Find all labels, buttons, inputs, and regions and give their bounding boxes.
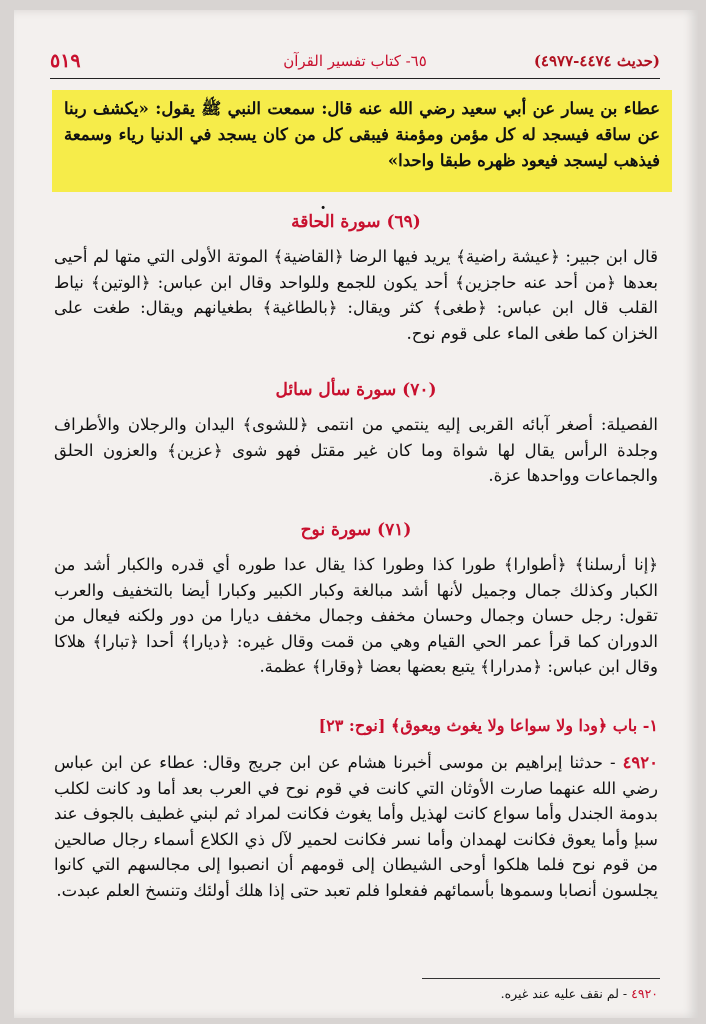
book-title: ٦٥- كتاب تفسير القرآن: [283, 52, 427, 70]
footnote-text: - لم نقف عليه عند غيره.: [500, 986, 628, 1001]
highlighted-hadith: [52, 90, 672, 192]
hadith-range: (حديث ٤٤٧٤-٤٩٧٧): [533, 52, 660, 70]
highlighted-hadith-tail: .: [320, 194, 326, 213]
hadith-4920: ٤٩٢٠ - حدثنا إبراهيم بن موسى أخبرنا هشام عن ابن جريج وقال: عطاء عن ابن عباس رضي الله عنهما صارت الأوثان التي كانت في قوم نوح في العرب بعد أما ود كانت لكلب بدومة الجندل وأما سواع كانت لهذيل وأما يغوث فكانت لمراد ثم لبني غطيف بالجوف عند سبإ وأما يعوق فكانت لهمدان وأما نسر فكانت لحمير لآل ذي الكلاع أسماء رجال صالحين من قوم نوح فلما هلكوا أوحى الشيطان إلى قومهم أن انصبوا إلى مجالسهم التي كانوا يجلسون أنصابا وسموها بأسمائهم ففعلوا فلم تعبد حتى إذا هلك أولئك وتنسخ العلم عبدت.: [54, 753, 659, 900]
hadith-text: حدثنا إبراهيم بن موسى أخبرنا هشام عن ابن جريج وقال: عطاء عن ابن عباس رضي الله عنهما صارت الأوثان التي كانت في قوم نوح في العرب بعد أما ود كانت لكلب بدومة الجندل وأما سواع كانت لهذيل وأما يغوث فكانت لمراد ثم لبني غطيف بالجوف عند سبإ وأما يعوق فكانت لهمدان وأما نسر فكانت لحمير لآل ذي الكلاع أسماء رجال صالحين من قوم نوح فلما هلكوا أوحى الشيطان إلى قومهم أن انصبوا إلى مجالسهم التي كانوا يجلسون أنصابا وسموها بأسمائهم ففعلوا فلم تعبد حتى إذا هلك أولئك وتنسخ العلم عبدت.: [54, 753, 658, 900]
footnote: [54, 986, 658, 1001]
surah-al-haqqah-text: قال ابن جبير: ﴿عيشة راضية﴾ يريد فيها الرضا ﴿القاضية﴾ الموتة الأولى التي متها لم أحيى بعدها ﴿من أحد عنه حاجزين﴾ أحد يكون للجمع وللواحد وقال ابن عباس: ﴿الوتين﴾ نياط القلب قال ابن عباس: ﴿طغى﴾ كثر ويقال: ﴿بالطاغية﴾ بطغيانهم ويقال: طغت على الخزان كما طغى الماء على قوم نوح.: [54, 247, 658, 343]
surah-heading-al-maarij: (٧٠) سورة سأل سائل: [275, 380, 437, 400]
surah-nuh-text: ﴿إنا أرسلنا﴾ ﴿أطوارا﴾ طورا كذا وطورا كذا يقال عدا طوره أي قدره والكبار أشد من الكبار وكذلك جمال وجميل لأنها أشد مبالغة وكبار الكبير وكبارا أيضا بالتخفيف والعرب تقول: رجل حسان وجمال وحسان مخفف وجمال مخفف ديارا من دور ولكنه فيعال من الدوران كما قرأ عمر الحي القيام وهي من قمت وقال غيره: ﴿ديارا﴾ أحدا ﴿تبارا﴾ هلاكا وقال ابن عباس: ﴿مدرارا﴾ يتبع بعضها بعضا ﴿وقارا﴾ عظمة.: [54, 555, 658, 676]
page-number: ٥١٩: [50, 50, 81, 72]
hadith-number: ٤٩٢٠: [622, 753, 659, 772]
highlighted-hadith-text: عطاء بن يسار عن أبي سعيد رضي الله عنه قال: سمعت النبي ﷺ يقول: «يكشف ربنا عن ساقه فيسجد له كل مؤمن ومؤمنة فيبقى كل من كان يسجد في الدنيا رياء وسمعة فيذهب ليسجد فيعود ظهره طبقا واحدا»: [64, 99, 660, 170]
bab-heading: ١- باب ﴿ودا ولا سواعا ولا يغوث ويعوق﴾ [نوح: ٢٣]: [318, 716, 658, 735]
page-header: [50, 48, 660, 79]
footnote-divider: [422, 978, 660, 979]
footnote-number: ٤٩٢٠: [631, 986, 658, 1001]
surah-heading-nuh: (٧١) سورة نوح: [300, 520, 412, 540]
surah-al-maarij-text: الفصيلة: أصغر آبائه القربى إليه ينتمي من انتمى ﴿للشوى﴾ اليدان والرجلان والأطراف وجلدة الرأس يقال لها شواة وما كان غير مقتل فهو شوى ﴿عزين﴾ والعزون الحلق والجماعات وواحدها عزة.: [54, 415, 658, 485]
book-page: [14, 10, 698, 1018]
surah-heading-al-haqqah: (٦٩) سورة الحاقة: [291, 212, 421, 232]
